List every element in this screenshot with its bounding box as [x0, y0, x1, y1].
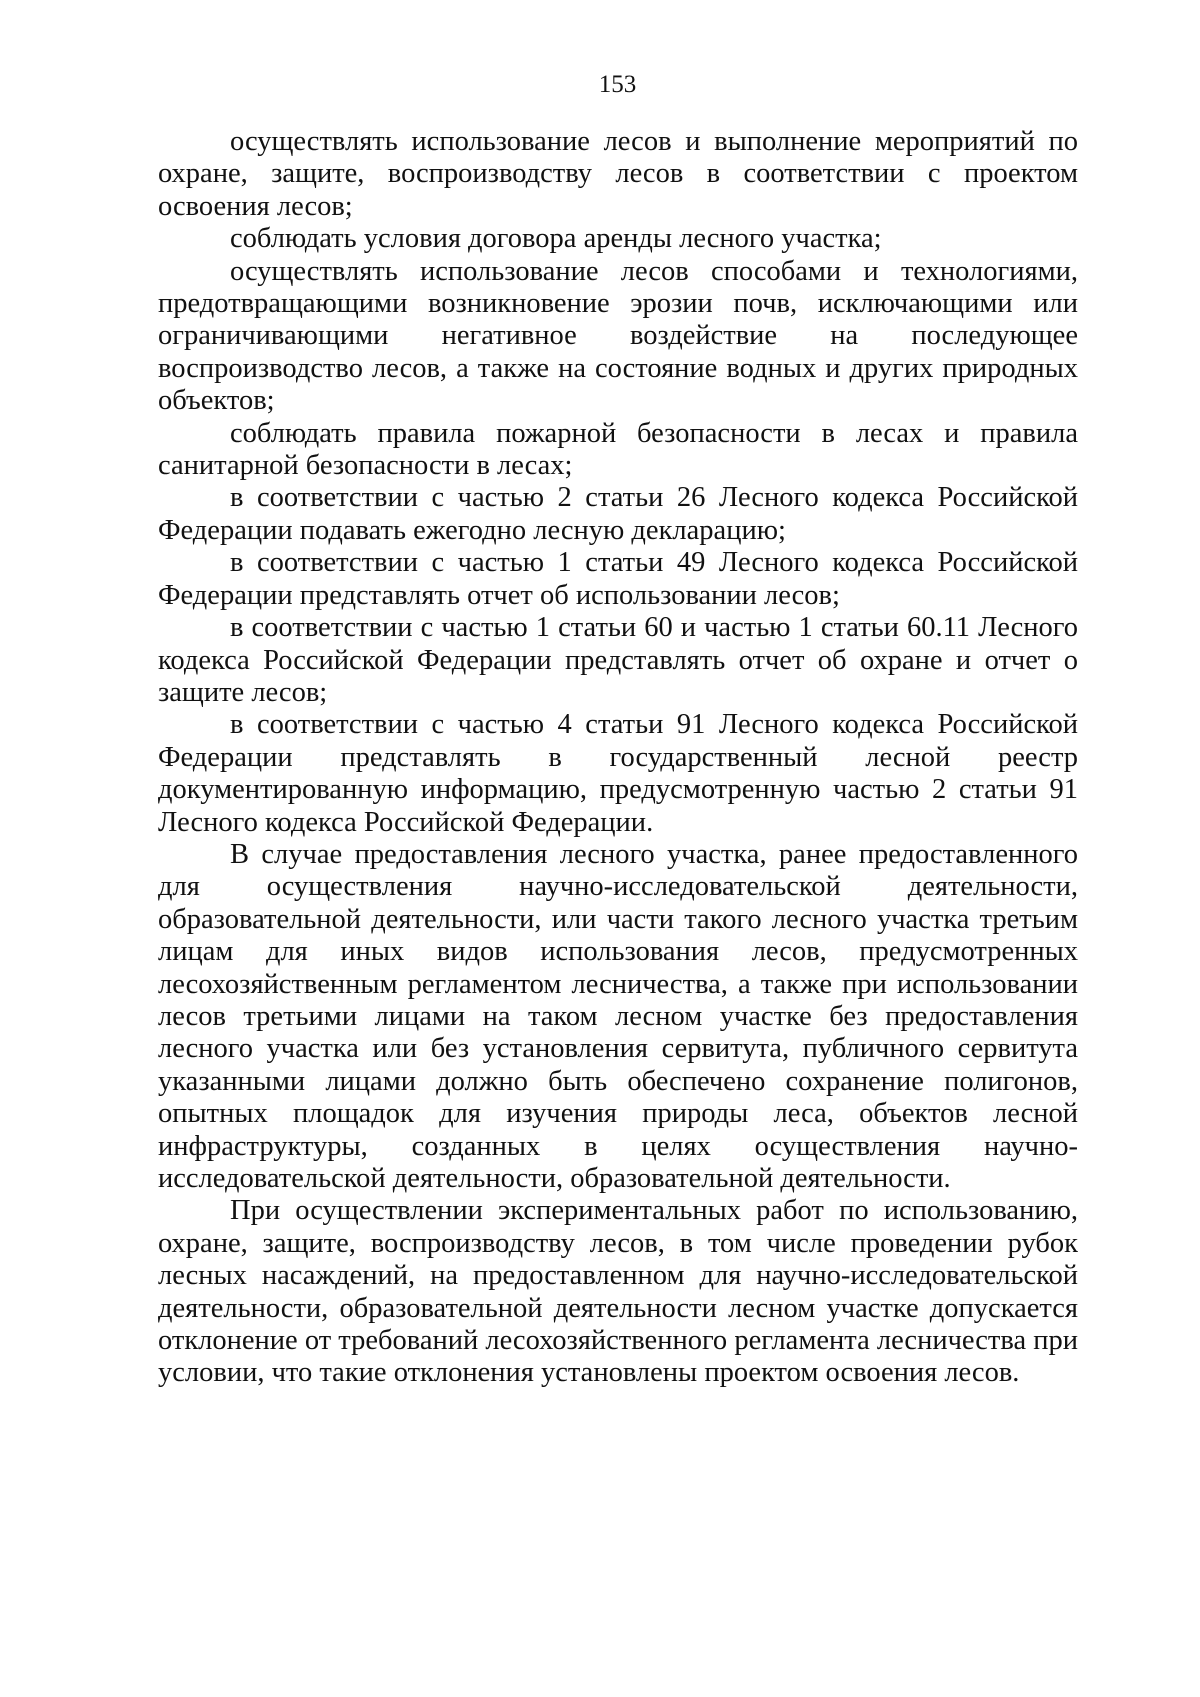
document-body — [158, 126, 1078, 1390]
paragraph-obligation-forest-declaration: в соответствии с частью 2 статьи 26 Лесного кодекса Российской Федерации подавать ежегодно лесную декларацию; — [158, 482, 1078, 546]
paragraph-obligation-erosion-prevention: осуществлять использование лесов способами и технологиями, предотвращающими возникновение эрозии почв, исключающими или ограничивающими негативное воздействие на последующее воспроизводство лесов, а также на состояние водных и других природных объектов; — [158, 255, 1078, 417]
paragraph-obligation-use-report: в соответствии с частью 1 статьи 49 Лесного кодекса Российской Федерации представлять отчет об использовании лесов; — [158, 547, 1078, 611]
paragraph-obligation-fire-safety: соблюдать правила пожарной безопасности в лесах и правила санитарной безопасности в лесах; — [158, 417, 1078, 482]
page-number: 153 — [598, 71, 637, 98]
paragraph-experimental-works: При осуществлении экспериментальных работ по использованию, охране, защите, воспроизводству лесов, в том числе проведении рубок лесных насаждений, на предоставленном для научно-исследовательской деятельности, образовательной деятельности лесном участке допускается отклонение от требований лесохозяйственного регламента лесничества при условии, что такие отклонения установлены проектом освоения лесов. — [158, 1195, 1078, 1389]
paragraph-obligation-lease-terms: соблюдать условия договора аренды лесного участка; — [230, 223, 882, 255]
paragraph-obligation-protection-report: в соответствии с частью 1 статьи 60 и частью 1 статьи 60.11 Лесного кодекса Российской Федерации представлять отчет об охране и отчет о защите лесов; — [158, 612, 1078, 708]
paragraph-obligation-forest-use: осуществлять использование лесов и выполнение мероприятий по охране, защите, воспроизводству лесов в соответствии с проектом освоения лесов; — [158, 126, 1078, 222]
paragraph-obligation-forest-register: в соответствии с частью 4 статьи 91 Лесного кодекса Российской Федерации представлять в государственный лесной реестр документированную информацию, предусмотренную частью 2 статьи 91 Лесного кодекса Российской Федерации. — [158, 709, 1078, 838]
paragraph-third-party-use: В случае предоставления лесного участка, ранее предоставленного для осуществления научно-исследовательской деятельности, образовательной деятельности, или части такого лесного участка третьим лицам для иных видов использования лесов, предусмотренных лесохозяйственным регламентом лесничества, а также при использовании лесов третьими лицами на таком лесном участке без предоставления лесного участка или без установления сервитута, публичного сервитута указанными лицами должно быть обеспечено сохранение полигонов, опытных площадок для изучения природы леса, объектов лесной инфраструктуры, созданных в целях осуществления научно-исследовательской деятельности, образовательной деятельности. — [158, 838, 1078, 1194]
